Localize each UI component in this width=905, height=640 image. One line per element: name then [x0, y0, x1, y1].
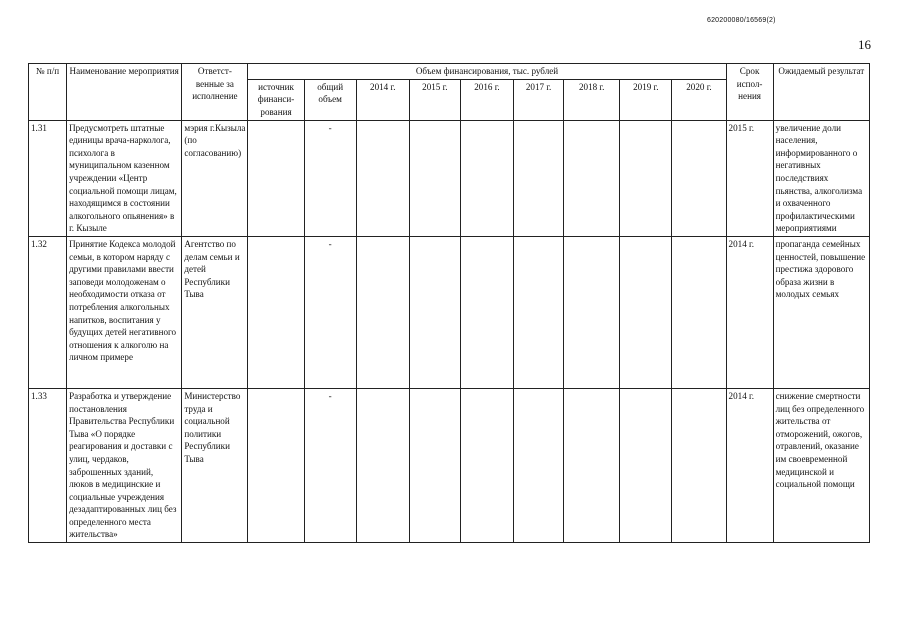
row-funding-source [248, 120, 304, 236]
row-year-cell [672, 388, 726, 542]
row-total-volume: - [304, 120, 356, 236]
row-year-cell [409, 388, 460, 542]
row-deadline: 2014 г. [726, 388, 773, 542]
row-year-cell [409, 236, 460, 388]
row-deadline: 2014 г. [726, 236, 773, 388]
header-deadline: Срок испол-нения [726, 64, 773, 121]
row-year-cell [620, 388, 672, 542]
header-year-2017: 2017 г. [514, 79, 564, 120]
row-year-cell [620, 120, 672, 236]
table-row [29, 120, 870, 236]
table-row [29, 388, 870, 542]
row-year-cell [356, 388, 409, 542]
row-expected-result: пропаганда семейных ценностей, повышение престижа здорового образа жизни в молодых семьях [773, 236, 869, 388]
row-year-cell [409, 120, 460, 236]
row-activity-name: Принятие Кодекса молодой семьи, в котором наряду с другими правилами ввести заповеди молодоженам о необходимости отказа от потребления алкогольных напитков, воспитания у будущих детей негативного отношения к алкоголю на личном примере [67, 236, 182, 388]
row-total-volume: - [304, 236, 356, 388]
row-year-cell [564, 120, 620, 236]
row-year-cell [564, 236, 620, 388]
header-funding-volume: Объем финансирования, тыс. рублей [248, 64, 726, 80]
row-year-cell [356, 120, 409, 236]
document-id: 620200080/16569(2) [707, 17, 776, 24]
row-number: 1.31 [29, 120, 67, 236]
row-funding-source [248, 236, 304, 388]
row-activity-name: Разработка и утверждение постановления Правительства Республики Тыва «О порядке реагирования и доставки с улиц, чердаков, заброшенных зданий, люков в медицинские и социальные учреждения дезадаптированных лиц без определенного места жительства» [67, 388, 182, 542]
row-expected-result: снижение смертности лиц без определенного жительства от отморожений, ожогов, отравлений, оказание им своевременной медицинской и социальной помощи [773, 388, 869, 542]
row-expected-result: увеличение доли населения, информированного о негативных последствиях пьянства, алкоголизма и охваченного профилактическими мероприятиями [773, 120, 869, 236]
row-year-cell [672, 236, 726, 388]
header-name: Наименование мероприятия [67, 64, 182, 121]
header-number: № п/п [29, 64, 67, 121]
header-year-2019: 2019 г. [620, 79, 672, 120]
header-year-2018: 2018 г. [564, 79, 620, 120]
table-row [29, 236, 870, 388]
row-year-cell [460, 120, 513, 236]
row-responsible: Агентство по делам семьи и детей Республики Тыва [182, 236, 248, 388]
row-number: 1.33 [29, 388, 67, 542]
row-activity-name: Предусмотреть штатные единицы врача-нарколога, психолога в муниципальном казенном учреждении «Центр социальной помощи лицам, находящимся в состоянии алкогольного опьянения» в г. Кызыле [67, 120, 182, 236]
header-year-2016: 2016 г. [460, 79, 513, 120]
row-year-cell [514, 236, 564, 388]
row-year-cell [514, 120, 564, 236]
row-year-cell [356, 236, 409, 388]
header-source: источник финанси-рования [248, 79, 304, 120]
row-funding-source [248, 388, 304, 542]
row-total-volume: - [304, 388, 356, 542]
header-year-2020: 2020 г. [672, 79, 726, 120]
header-expected-result: Ожидаемый результат [773, 64, 869, 121]
row-deadline: 2015 г. [726, 120, 773, 236]
row-year-cell [514, 388, 564, 542]
header-responsible: Ответст-венные за исполнение [182, 64, 248, 121]
header-year-2015: 2015 г. [409, 79, 460, 120]
page-number: 16 [858, 37, 871, 52]
row-responsible: Министерство труда и социальной политики Республики Тыва [182, 388, 248, 542]
header-year-2014: 2014 г. [356, 79, 409, 120]
row-year-cell [672, 120, 726, 236]
row-responsible: мэрия г.Кызыла (по согласованию) [182, 120, 248, 236]
row-year-cell [460, 388, 513, 542]
row-year-cell [620, 236, 672, 388]
funding-plan-table [28, 63, 870, 543]
row-number: 1.32 [29, 236, 67, 388]
row-year-cell [460, 236, 513, 388]
header-total: общий объем [304, 79, 356, 120]
row-year-cell [564, 388, 620, 542]
